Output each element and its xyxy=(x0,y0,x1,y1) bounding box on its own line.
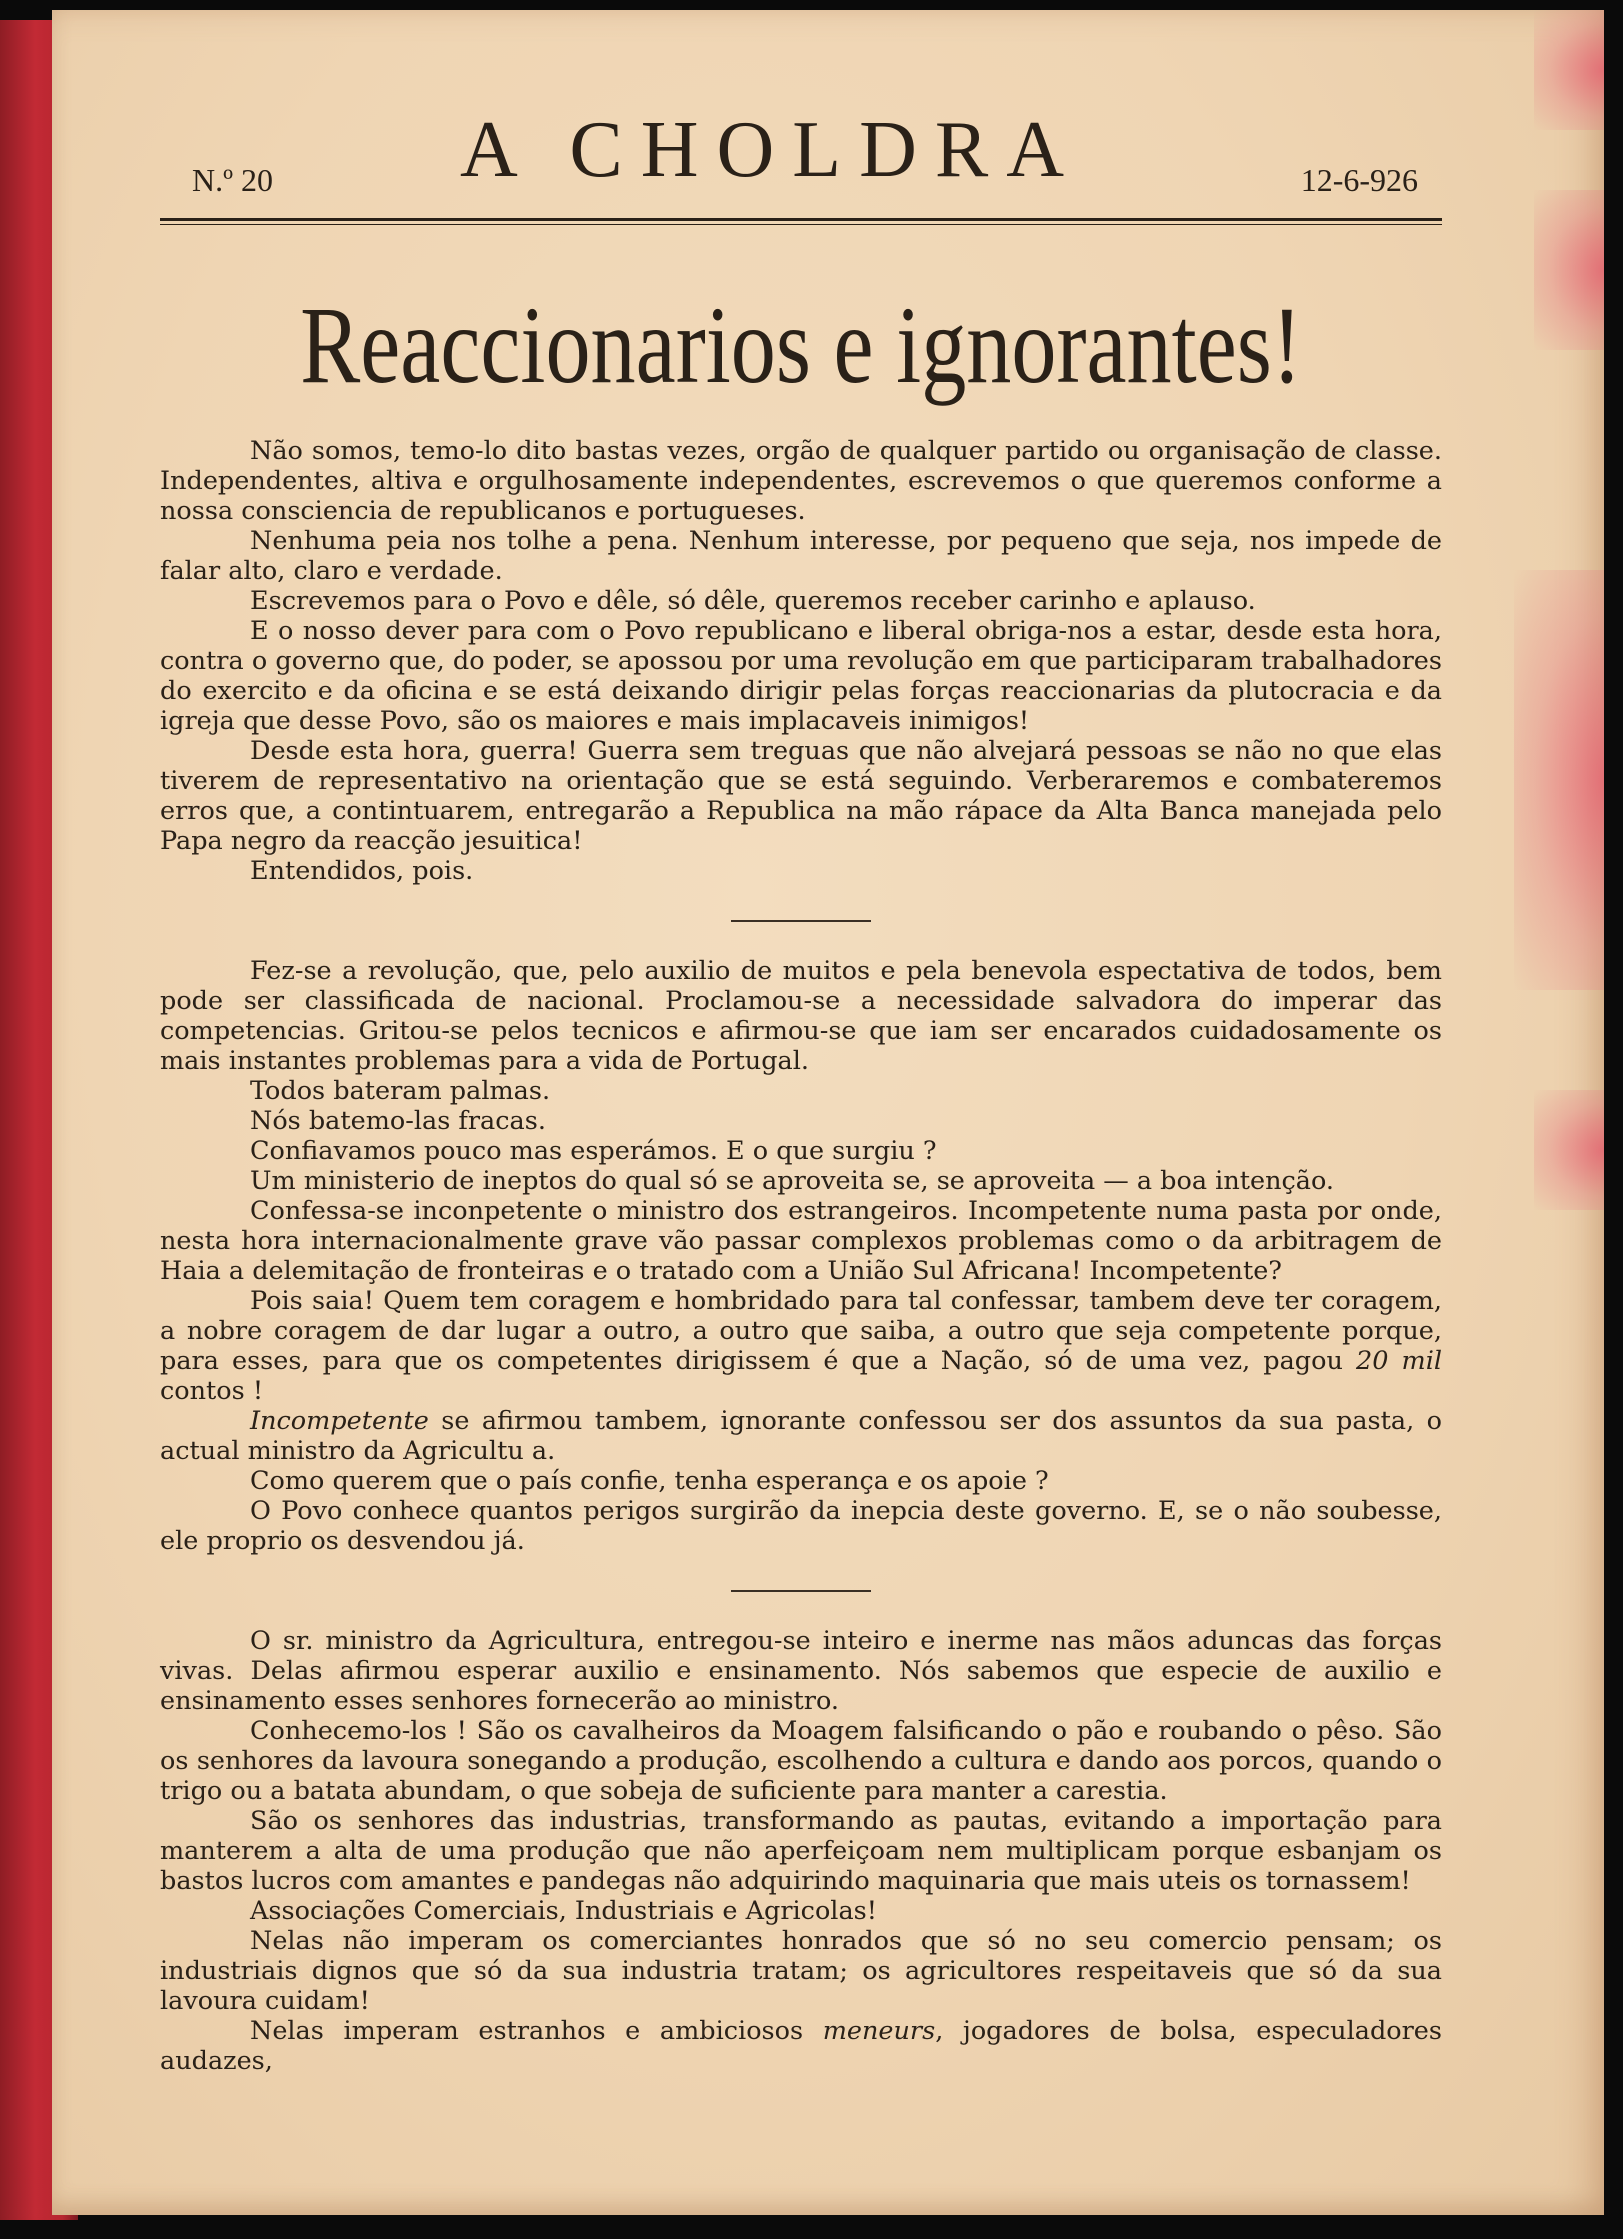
text-run: , jogadores de bolsa, especuladores audazes, xyxy=(160,2016,1442,2076)
article-section-2 xyxy=(160,956,1442,1556)
issue-number: N.º 20 xyxy=(192,162,274,198)
paragraph: Desde esta hora, guerra! Guerra sem treguas que não alvejará pessoas se não no que elas tiverem de representativo na orientação que se está seguindo. Verberaremos e combateremos erros que, a contintuarem, entregarão a Republica na mão rápace da Alta Banca manejada pelo Papa negro da reacção jesuitica! xyxy=(160,736,1442,856)
paragraph: Escrevemos para o Povo e dêle, só dêle, queremos receber carinho e aplauso. xyxy=(250,586,1256,616)
section-divider xyxy=(731,1590,871,1592)
paragraph: Confessa-se inconpetente o ministro dos estrangeiros. Incompetente numa pasta por onde, nesta hora internacionalmente grave vão passar complexos problemas como o da arbitragem de Haia a delemitação de fronteiras e o tratado com a União Sul Africana! Incompetente? xyxy=(160,1196,1442,1286)
paragraph: Conhecemo-los ! São os cavalheiros da Moagem falsificando o pão e roubando o pêso. São os senhores da lavoura sonegando a produção, escolhendo a cultura e dando aos porcos, quando o trigo ou a batata abundam, o que sobeja de suficiente para manter a carestia. xyxy=(160,1716,1442,1806)
italic-word: Incompetente xyxy=(250,1406,429,1436)
paragraph: Nenhuma peia nos tolhe a pena. Nenhum interesse, por pequeno que seja, nos impede de falar alto, claro e verdade. xyxy=(160,526,1442,586)
paragraph: Confiavamos pouco mas esperámos. E o que surgiu ? xyxy=(250,1136,937,1166)
paragraph xyxy=(160,1286,1442,1406)
italic-amount: 20 mil xyxy=(1355,1346,1443,1376)
article-section-3 xyxy=(160,1626,1442,2076)
paragraph: Todos bateram palmas. xyxy=(250,1076,551,1106)
paragraph: Não somos, temo-lo dito bastas vezes, orgão de qualquer partido ou organisação de classe. Independentes, altiva e orgulhosamente independentes, escrevemos o que queremos conforme a nossa consciencia de republicanos e portugueses. xyxy=(160,436,1442,526)
paragraph: O sr. ministro da Agricultura, entregou-se inteiro e inerme nas mãos aduncas das forças vivas. Delas afirmou esperar auxilio e ensinamento. Nós sabemos que especie de auxilio e ensinamento esses senhores fornecerão ao ministro. xyxy=(160,1626,1442,1716)
paragraph: Um ministerio de ineptos do qual só se aproveita se, se aproveita — a boa intenção. xyxy=(250,1166,1334,1196)
paragraph: O Povo conhece quantos perigos surgirão da inepcia deste governo. E, se o não soubesse, ele proprio os desvendou já. xyxy=(160,1496,1442,1556)
paragraph: Nós batemo-las fracas. xyxy=(250,1106,546,1136)
issue-date: 12-6-926 xyxy=(1300,162,1418,198)
section-divider xyxy=(731,920,871,922)
text-run: Nelas imperam estranhos e ambiciosos xyxy=(250,2016,823,2046)
text-run: contos ! xyxy=(160,1376,264,1406)
newspaper-title: A CHOLDRA xyxy=(460,106,1083,194)
paragraph xyxy=(160,1406,1442,1466)
masthead xyxy=(160,106,1442,200)
ink-stain xyxy=(1514,570,1604,990)
paragraph: Como querem que o país confie, tenha esperança e os apoie ? xyxy=(250,1466,1049,1496)
ink-stain xyxy=(1534,190,1604,350)
ink-stain xyxy=(1534,10,1604,130)
text-run: Pois saia! Quem tem coragem e hombridado para tal confessar, tambem deve ter coragem, a nobre coragem de dar lugar a outro, a outro que saiba, a outro que seja competente porque, para esses, para que os competentes dirigissem é que a Nação, só de uma vez, pagou xyxy=(160,1286,1442,1376)
text-run: se afirmou tambem, ignorante confessou ser dos assuntos da sua pasta, o actual ministro da Agricultu a. xyxy=(160,1406,1442,1466)
paragraph: Entendidos, pois. xyxy=(250,856,474,886)
article-section-1 xyxy=(160,436,1442,886)
page-content xyxy=(160,106,1443,2076)
paragraph: Associações Comerciais, Industriais e Agricolas! xyxy=(250,1896,877,1926)
ink-stain xyxy=(1534,1090,1604,1210)
paragraph: Nelas não imperam os comerciantes honrados que só no seu comercio pensam; os industriais dignos que só da sua industria tratam; os agricultores respeitaveis que só da sua lavoura cuidam! xyxy=(160,1926,1442,2016)
italic-word: meneurs xyxy=(822,2016,936,2046)
paragraph: São os senhores das industrias, transformando as pautas, evitando a importação para manterem a alta de uma produção que não aperfeiçoam nem multiplicam porque esbanjam os bastos lucros com amantes e pandegas não adquirindo maquinaria que mais uteis os tornassem! xyxy=(160,1806,1442,1896)
article-headline: Reaccionarios e ignorantes! xyxy=(300,284,1302,406)
masthead-rule xyxy=(160,218,1442,225)
paragraph: Fez-se a revolução, que, pelo auxilio de muitos e pela benevola espectativa de todos, bem pode ser classificada de nacional. Proclamou-se a necessidade salvadora do imperar das competencias. Gritou-se pelos tecnicos e afirmou-se que iam ser encarados cuidadosamente os mais instantes problemas para a vida de Portugal. xyxy=(160,956,1442,1076)
paragraph: E o nosso dever para com o Povo republicano e liberal obriga-nos a estar, desde esta hora, contra o governo que, do poder, se apossou por uma revolução em que participaram trabalhadores do exercito e da oficina e se está deixando dirigir pelas forças reaccionarias da plutocracia e da igreja que desse Povo, são os maiores e mais implacaveis inimigos! xyxy=(160,616,1442,736)
paragraph xyxy=(160,2016,1442,2076)
